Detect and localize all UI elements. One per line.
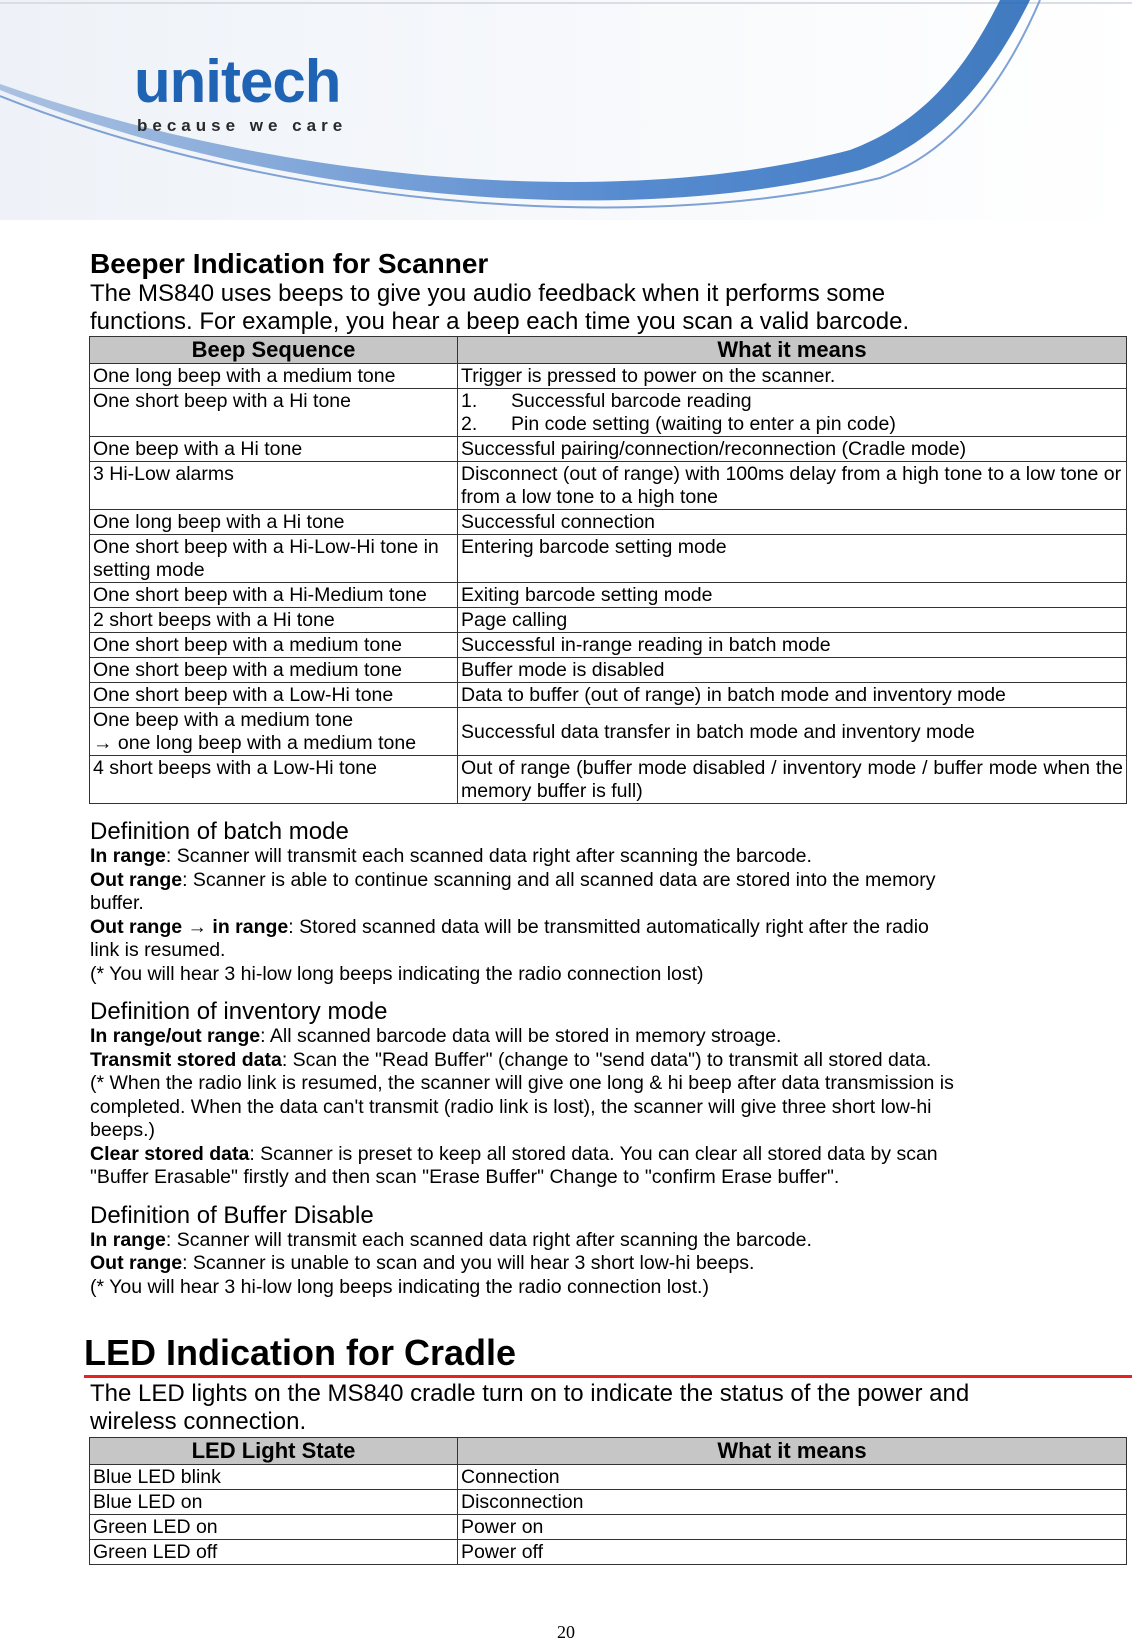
term-label: Transmit stored data [90,1048,282,1071]
beeper-section-title: Beeper Indication for Scanner [90,248,489,279]
definition-line [90,1252,1130,1276]
led-state-cell: Green LED on [90,1515,458,1540]
meaning-cell: Out of range (buffer mode disabled / inventory mode / buffer mode when the memory buffer is full) [458,756,1127,804]
meaning-list-item [461,413,1123,436]
table-row [90,1490,1127,1515]
table-row [90,683,1127,708]
meaning-cell [458,389,1127,437]
table-row [90,1540,1127,1565]
definitions [90,818,1130,1299]
meaning-cell: Trigger is pressed to power on the scanner. [458,364,1127,389]
meaning-cell: Power on [458,1515,1127,1540]
beep-sequence-cell: One short beep with a medium tone [90,633,458,658]
term-text: : Scanner is preset to keep all stored data. You can clear all stored data by scan [249,1142,938,1165]
term-text: : Scanner will transmit each scanned data right after scanning the barcode. [165,1228,812,1251]
led-state-cell: Green LED off [90,1540,458,1565]
beep-sequence-cell: One short beep with a Hi-Low-Hi tone in setting mode [90,535,458,583]
definition-note: completed. When the data can't transmit (radio link is lost), the scanner will give three short low-hi [90,1095,932,1118]
meaning-cell: Buffer mode is disabled [458,658,1127,683]
definition-line: link is resumed. [90,939,226,961]
beep-sequence-table [89,336,1127,804]
table-row [90,633,1127,658]
beep-sequence-cell: One short beep with a Hi-Medium tone [90,583,458,608]
column-header-what-it-means: What it means [458,1438,1127,1465]
definition-note: beeps.) [90,1119,156,1141]
term-text: : Scan the "Read Buffer" (change to "send data") to transmit all stored data. [281,1048,932,1071]
meaning-cell: Data to buffer (out of range) in batch mode and inventory mode [458,683,1127,708]
table-row [90,437,1127,462]
table-header-row [90,1438,1127,1465]
led-state-cell: Blue LED on [90,1490,458,1515]
beep-sequence-cell: One short beep with a Hi tone [90,389,458,437]
meaning-cell: Power off [458,1540,1127,1565]
term-label: Clear stored data [90,1142,250,1165]
definition-note: (* You will hear 3 hi-low long beeps indicating the radio connection lost) [90,962,704,985]
table-row [90,658,1127,683]
batch-mode-definition [90,818,1130,986]
definition-line [90,1049,1130,1073]
led-intro-line-1: The LED lights on the MS840 cradle turn on to indicate the status of the power and [90,1380,970,1407]
column-header-led-light-state: LED Light State [90,1438,458,1465]
beep-sequence-cell: One long beep with a medium tone [90,364,458,389]
brand-logo: unitech [134,48,341,115]
term-label: Out range → in range [90,915,289,938]
beeper-intro-line-2: functions. For example, you hear a beep each time you scan a valid barcode. [90,308,910,335]
beep-sequence-cell: 4 short beeps with a Low-Hi tone [90,756,458,804]
buffer-disable-definition [90,1202,1130,1300]
beep-sequence-cell: One short beep with a Low-Hi tone [90,683,458,708]
table-row [90,708,1127,756]
meaning-cell: Connection [458,1465,1127,1490]
inventory-mode-definition [90,998,1130,1190]
led-intro-line-2: wireless connection. [90,1408,307,1435]
definition-line [90,916,1130,940]
table-header-row [90,337,1127,364]
table-row [90,510,1127,535]
brand-tagline: because we care [137,116,348,135]
list-text: Successful barcode reading [511,390,752,412]
term-label: In range/out range [90,1025,261,1047]
definition-note: (* You will hear 3 hi-low long beeps indicating the radio connection lost.) [90,1275,709,1298]
beep-sequence-cell: 3 Hi-Low alarms [90,462,458,510]
page-header [0,0,1132,222]
beep-sequence-cell: One beep with a Hi tone [90,437,458,462]
led-state-table [89,1437,1127,1565]
meaning-list-item [461,390,1123,413]
column-header-what-it-means: What it means [458,337,1127,364]
page-number: 20 [557,1622,575,1642]
meaning-cell: Successful pairing/connection/reconnection (Cradle mode) [458,437,1127,462]
definition-line: "Buffer Erasable" firstly and then scan "Erase Buffer" Change to "confirm Erase buffer". [90,1166,840,1188]
table-row [90,462,1127,510]
meaning-cell: Successful data transfer in batch mode and inventory mode [458,708,1127,756]
list-number: 1. [461,390,478,412]
table-row [90,535,1127,583]
batch-mode-title: Definition of batch mode [90,818,349,845]
beep-sequence-cell: One long beep with a Hi tone [90,510,458,535]
definition-note: (* When the radio link is resumed, the scanner will give one long & hi beep after data transmission is [90,1072,954,1094]
led-state-cell: Blue LED blink [90,1465,458,1490]
table-row [90,1515,1127,1540]
led-section [90,1380,1130,1565]
term-text: : Scanner will transmit each scanned data right after scanning the barcode. [165,845,812,867]
beeper-section [90,248,1130,1311]
table-row [90,608,1127,633]
meaning-cell: Entering barcode setting mode [458,535,1127,583]
meaning-cell: Disconnection [458,1490,1127,1515]
table-row [90,583,1127,608]
led-section-title: LED Indication for Cradle [84,1333,1132,1378]
term-label: In range [90,1228,166,1251]
table-row [90,756,1127,804]
beep-sequence-line: One beep with a medium tone [93,709,354,731]
definition-line [90,1143,1130,1167]
term-label: Out range [90,868,183,891]
column-header-beep-sequence: Beep Sequence [90,337,458,364]
buffer-disable-title: Definition of Buffer Disable [90,1201,374,1229]
term-text: : Scanner is unable to scan and you will hear 3 short low-hi beeps. [182,1252,755,1274]
meaning-cell: Exiting barcode setting mode [458,583,1127,608]
meaning-cell: Successful connection [458,510,1127,535]
definition-line: buffer. [90,892,144,914]
definition-line [90,869,1130,893]
term-text: : Scanner is able to continue scanning and all scanned data are stored into the memory [182,868,936,891]
definition-line [90,1229,1130,1253]
inventory-mode-title: Definition of inventory mode [90,998,388,1025]
list-text: Pin code setting (waiting to enter a pin code) [511,413,896,435]
list-number: 2. [461,413,478,435]
meaning-cell: Successful in-range reading in batch mode [458,633,1127,658]
table-row [90,1465,1127,1490]
term-label: In range [90,845,166,867]
beep-sequence-cell: 2 short beeps with a Hi tone [90,608,458,633]
term-label: Out range [90,1252,183,1274]
beep-sequence-cell [90,708,458,756]
beep-sequence-cell: One short beep with a medium tone [90,658,458,683]
table-row [90,364,1127,389]
meaning-cell: Disconnect (out of range) with 100ms delay from a high tone to a low tone or from a low tone to a high tone [458,462,1127,510]
term-text: : Stored scanned data will be transmitted automatically right after the radio [288,915,929,938]
term-text: : All scanned barcode data will be stored in memory stroage. [260,1025,782,1047]
beep-sequence-line: → one long beep with a medium tone [93,732,417,754]
definition-line [90,845,1130,869]
table-row [90,389,1127,437]
meaning-cell: Page calling [458,608,1127,633]
definition-line [90,1025,1130,1049]
beeper-intro-line-1: The MS840 uses beeps to give you audio feedback when it performs some [90,280,886,307]
